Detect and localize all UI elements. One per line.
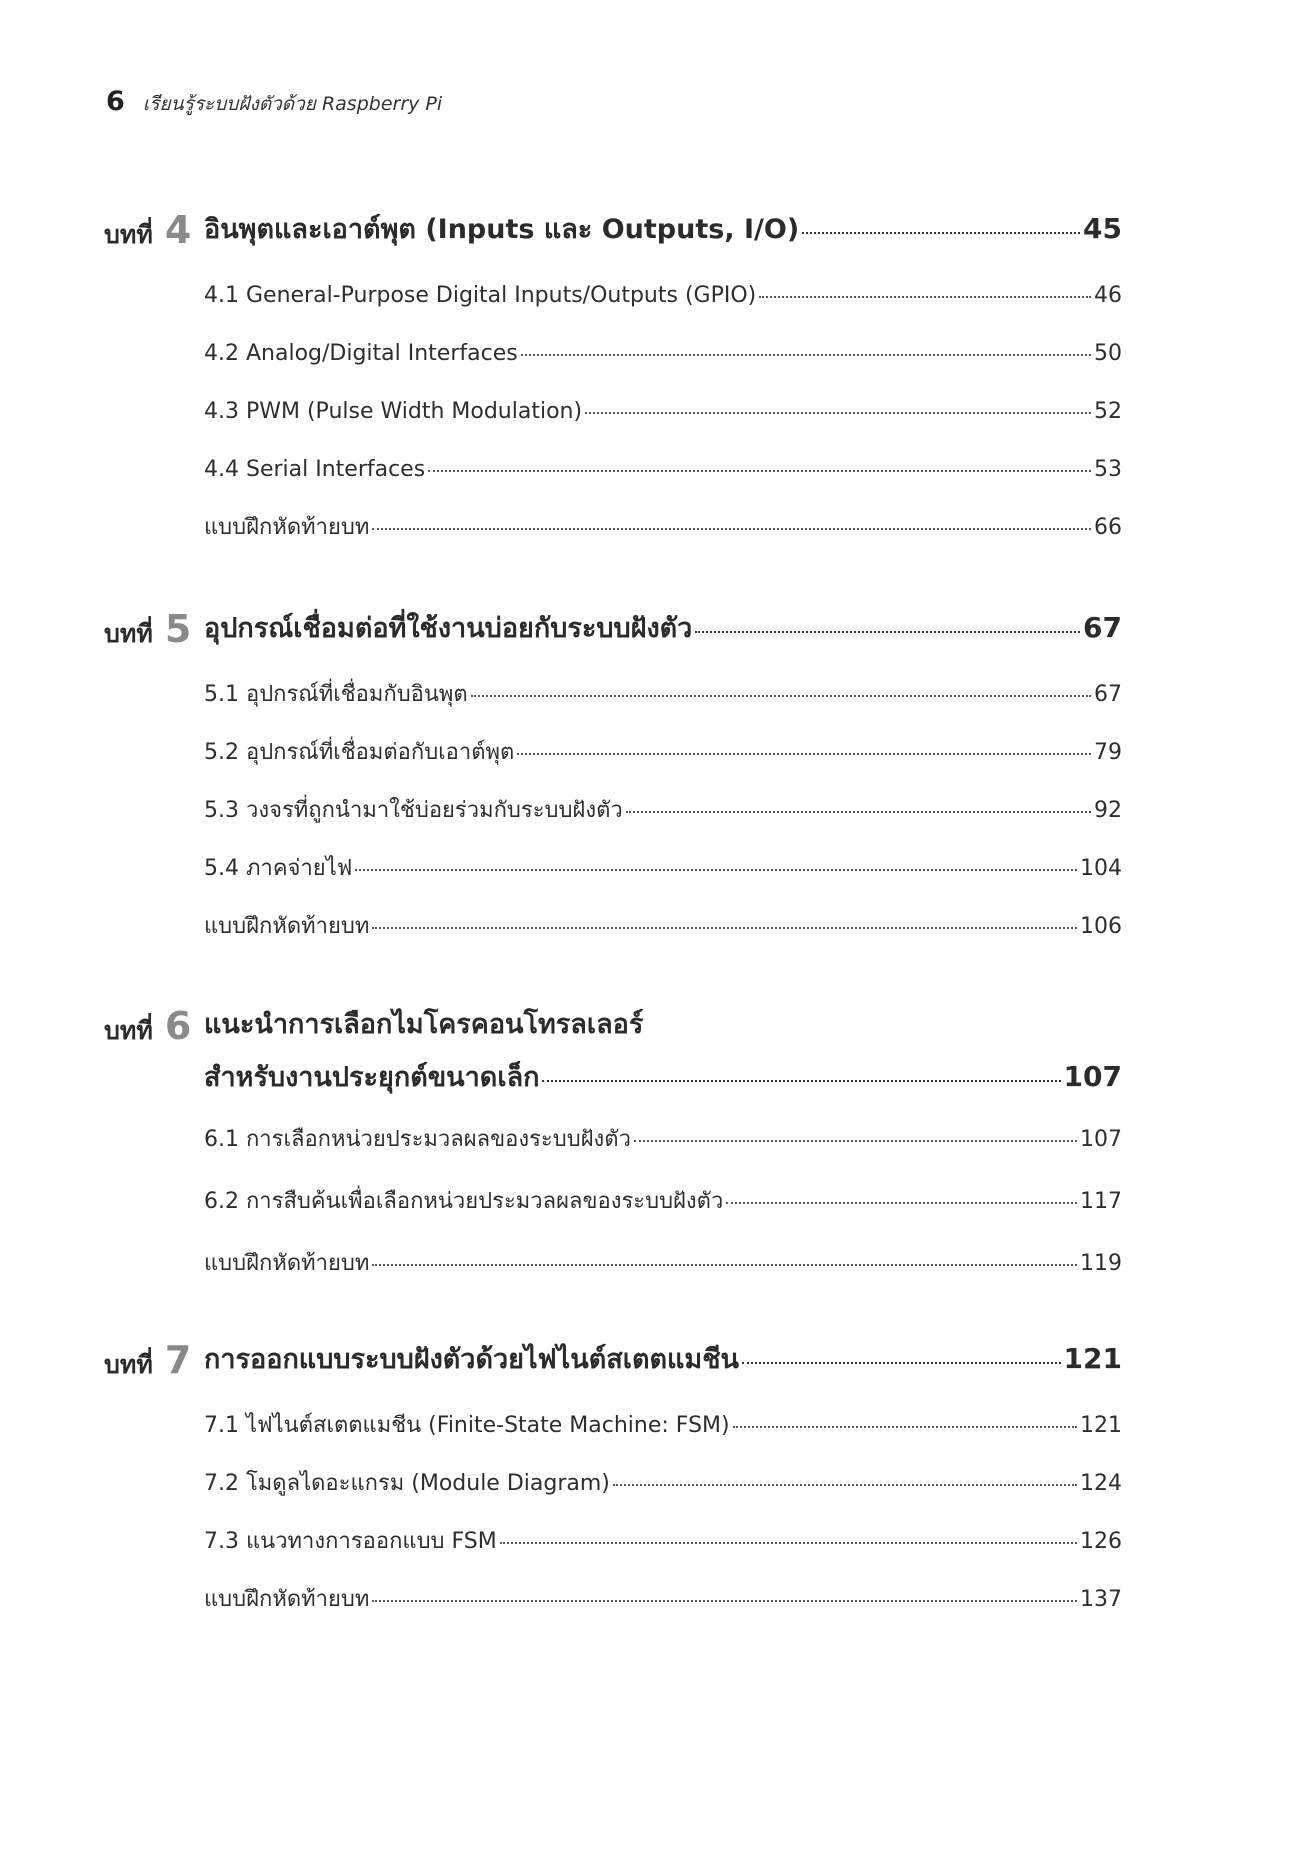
toc-entry[interactable] [204,267,1122,325]
entry-page-number: 117 [1080,1189,1122,1214]
chapter-6 [104,1004,1122,1293]
chapter-heading [104,1004,1122,1099]
dot-leader [372,528,1091,530]
chapter-word: บทที่ [104,1016,153,1045]
section-list [204,267,1122,557]
dot-leader [521,354,1091,356]
toc-entry[interactable] [204,1235,1122,1293]
toc-entry[interactable] [204,1397,1122,1455]
entry-page-number: 104 [1080,856,1122,881]
chapter-heading [104,607,1122,654]
dot-leader [695,631,1080,633]
chapter-title-line[interactable] [204,1056,1122,1099]
chapter-page-number: 67 [1083,611,1122,644]
entry-page-number: 107 [1080,1127,1122,1152]
chapter-number: 7 [164,1338,192,1382]
chapter-title: อุปกรณ์เชื่อมต่อที่ใช้งานบ่อยกับระบบฝังตัว [204,613,693,644]
toc-entry[interactable] [204,325,1122,383]
dot-leader [372,1264,1077,1266]
chapter-title-block [204,208,1122,251]
dot-leader [585,412,1091,414]
entry-label: 7.3 แนวทางการออกแบบ FSM [204,1529,497,1554]
entry-label: 4.1 General-Purpose Digital Inputs/Outputs (GPIO) [204,283,757,308]
entry-label: 5.3 วงจรที่ถูกนำมาใช้บ่อยร่วมกับระบบฝังตัว [204,798,623,823]
chapter-title-line[interactable] [204,208,1122,251]
dot-leader [626,811,1091,813]
toc-entry[interactable] [204,1571,1122,1629]
entry-page-number: 119 [1080,1251,1122,1276]
running-header [106,86,442,119]
toc-entry[interactable] [204,1455,1122,1513]
section-list [204,1397,1122,1629]
dot-leader [634,1140,1077,1142]
dot-leader [742,1362,1061,1364]
entry-label: แบบฝึกหัดท้ายบท [204,1587,370,1612]
entry-page-number: 79 [1094,740,1122,765]
entry-label: 4.2 Analog/Digital Interfaces [204,341,518,366]
entry-label: 4.3 PWM (Pulse Width Modulation) [204,399,583,424]
toc-entry[interactable] [204,898,1122,956]
chapter-word: บทที่ [104,619,153,648]
entry-page-number: 67 [1094,682,1122,707]
toc-entry[interactable] [204,666,1122,724]
dot-leader [355,869,1077,871]
entry-page-number: 50 [1094,341,1122,366]
chapter-page-number: 45 [1083,212,1122,245]
toc-entry[interactable] [204,782,1122,840]
entry-label: 7.1 ไฟไนต์สเตตแมชีน (Finite-State Machine: FSM) [204,1413,730,1438]
toc-entry[interactable] [204,1513,1122,1571]
chapter-heading [104,208,1122,255]
entry-label: 5.4 ภาคจ่ายไฟ [204,856,353,881]
chapter-4 [104,208,1122,557]
book-title: เรียนรู้ระบบฝังตัวด้วย Raspberry Pi [142,93,443,115]
dot-leader [428,470,1091,472]
dot-leader [542,1080,1060,1082]
entry-page-number: 137 [1080,1587,1122,1612]
chapter-title-block [204,1004,1122,1099]
entry-page-number: 121 [1080,1413,1122,1438]
dot-leader [613,1484,1077,1486]
dot-leader [802,232,1080,234]
dot-leader [733,1426,1077,1428]
dot-leader [759,296,1091,298]
dot-leader [500,1542,1077,1544]
chapter-number: 5 [164,607,192,651]
chapter-title-line-2: สำหรับงานประยุกต์ขนาดเล็ก [204,1062,540,1093]
toc-entry[interactable] [204,383,1122,441]
toc-entry[interactable] [204,499,1122,557]
toc-entry[interactable] [204,1111,1122,1169]
chapter-title-block [204,607,1122,650]
entry-page-number: 53 [1094,457,1122,482]
toc-entry[interactable] [204,840,1122,898]
entry-page-number: 106 [1080,914,1122,939]
entry-label: 7.2 โมดูลไดอะแกรม (Module Diagram) [204,1471,610,1496]
entry-page-number: 52 [1094,399,1122,424]
entry-label: 5.1 อุปกรณ์ที่เชื่อมกับอินพุต [204,682,468,707]
chapter-7 [104,1338,1122,1629]
entry-page-number: 66 [1094,515,1122,540]
toc-entry[interactable] [204,724,1122,782]
chapter-number: 6 [164,1004,192,1048]
entry-label: แบบฝึกหัดท้ายบท [204,1251,370,1276]
chapter-prefix [104,1338,204,1385]
entry-page-number: 126 [1080,1529,1122,1554]
chapter-word: บทที่ [104,220,153,249]
entry-label: แบบฝึกหัดท้ายบท [204,914,370,939]
chapter-number: 4 [164,208,192,252]
toc-entry[interactable] [204,441,1122,499]
entry-page-number: 92 [1094,798,1122,823]
dot-leader [372,927,1077,929]
chapter-page-number: 121 [1063,1342,1122,1375]
dot-leader [726,1202,1077,1204]
entry-label: 4.4 Serial Interfaces [204,457,426,482]
entry-label: 6.2 การสืบค้นเพื่อเลือกหน่วยประมวลผลของระบบฝังตัว [204,1189,724,1214]
entry-label: แบบฝึกหัดท้ายบท [204,515,370,540]
chapter-title-line[interactable] [204,1338,1122,1381]
dot-leader [517,753,1091,755]
chapter-page-number: 107 [1063,1060,1122,1093]
entry-page-number: 46 [1094,283,1122,308]
chapter-title-line-1: แนะนำการเลือกไมโครคอนโทรลเลอร์ [204,1009,644,1040]
chapter-title: การออกแบบระบบฝังตัวด้วยไฟไนต์สเตตแมชีน [204,1344,739,1375]
toc-entry[interactable] [204,1169,1122,1235]
entry-page-number: 124 [1080,1471,1122,1496]
chapter-prefix [104,208,204,255]
entry-label: 6.1 การเลือกหน่วยประมวลผลของระบบฝังตัว [204,1127,631,1152]
chapter-heading [104,1338,1122,1385]
chapter-title-line[interactable] [204,607,1122,650]
entry-label: 5.2 อุปกรณ์ที่เชื่อมต่อกับเอาต์พุต [204,740,515,765]
chapter-title: อินพุตและเอาต์พุต (Inputs และ Outputs, I/O) [204,214,800,245]
section-list [204,1111,1122,1293]
chapter-5 [104,607,1122,956]
dot-leader [372,1600,1077,1602]
chapter-word: บทที่ [104,1350,153,1379]
chapter-prefix [104,1004,204,1051]
dot-leader [471,695,1091,697]
chapter-prefix [104,607,204,654]
chapter-title-block [204,1338,1122,1381]
section-list [204,666,1122,956]
page-number: 6 [106,86,125,117]
